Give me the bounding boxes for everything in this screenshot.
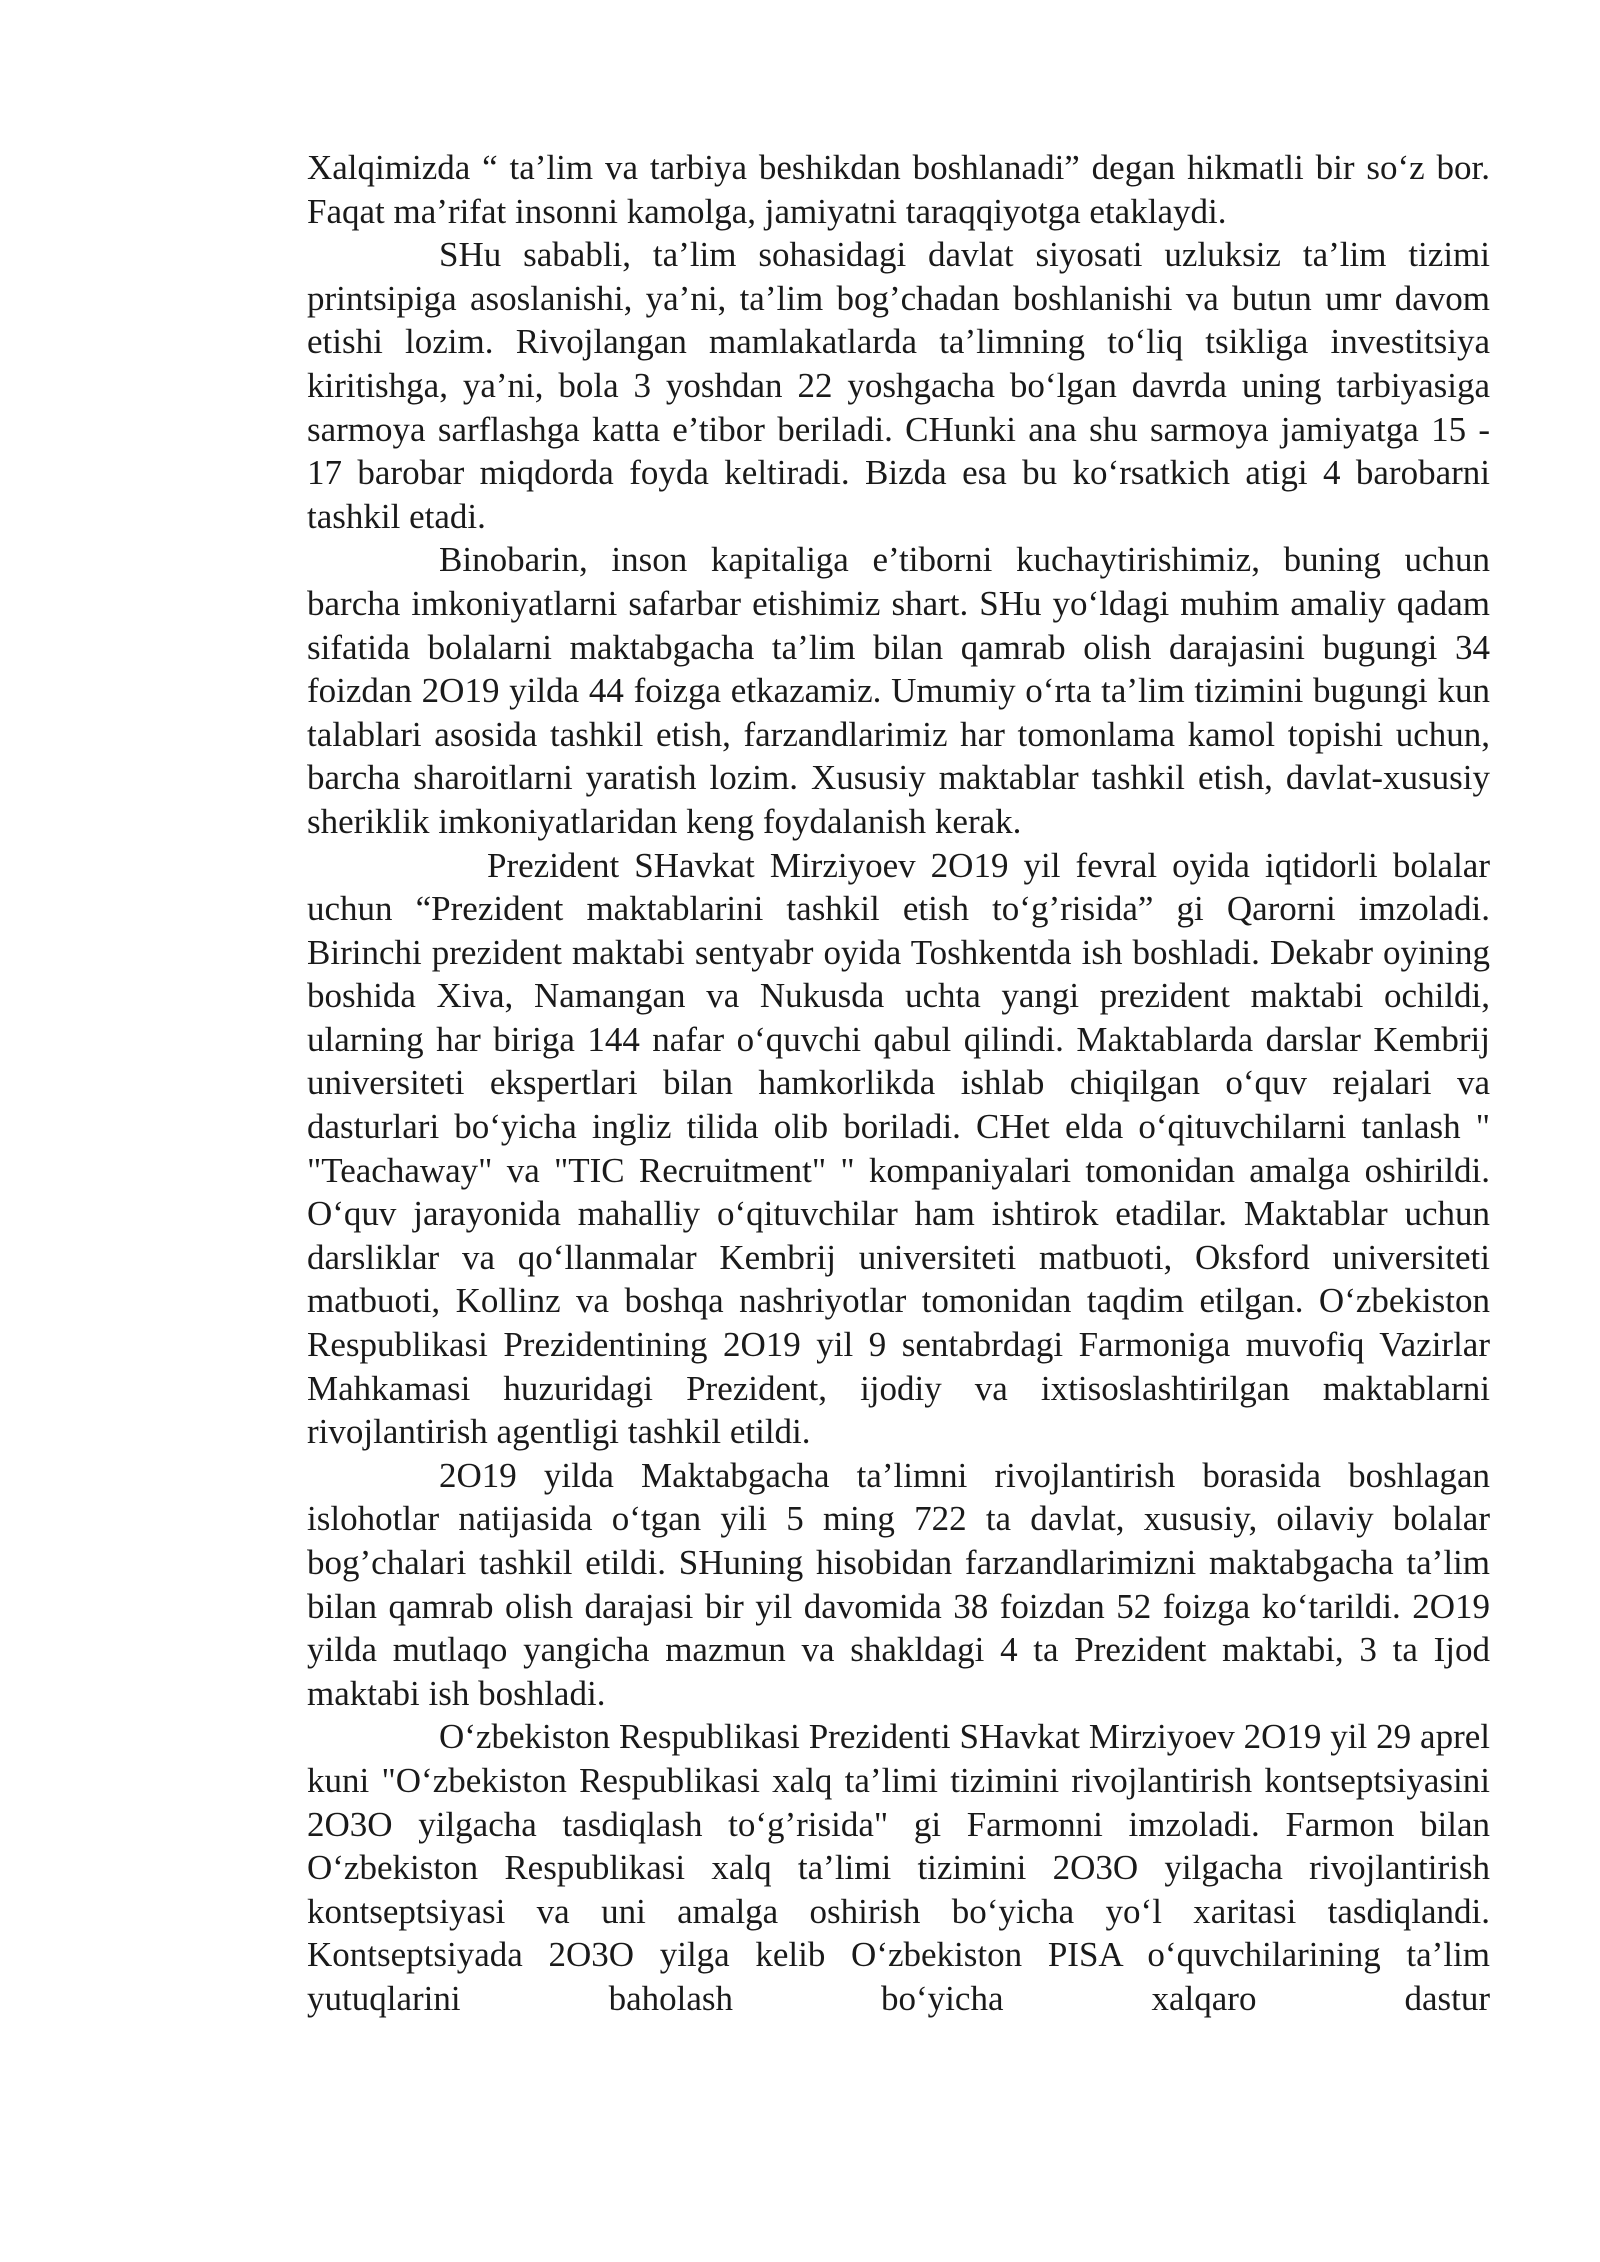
paragraph-6: O‘zbekiston Respublikasi Prezidenti SHavkat Mirziyoev 2O19 yil 29 aprel kuni "O‘zbekiston Respublikasi xalq ta’limi tizimini rivojlantirish kontseptsiyasini 2O3O yilgacha tasdiqlash to‘g’risida" gi Farmonni imzoladi. Farmon bilan O‘zbekiston Respublikasi xalq ta’limi tizimini 2O3O yilgacha rivojlantirish kontseptsiyasi va uni amalga oshirish bo‘yicha yo‘l xaritasi tasdiqlandi. Kontseptsiyada 2O3O yilga kelib O‘zbekiston PISA o‘quvchilarining ta’lim yutuqlarini baholash bo‘yicha xalqaro dastur — [307, 1717, 1490, 2018]
paragraph-5: 2O19 yilda Maktabgacha ta’limni rivojlantirish borasida boshlagan islohotlar natijasida o‘tgan yili 5 ming 722 ta davlat, xususiy, oilaviy bolalar bog’chalari tashkil etildi. SHuning hisobidan farzandlarimizni maktabgacha ta’lim bilan qamrab olish darajasi bir yil davomida 38 foizdan 52 foizga ko‘tarildi. 2O19 yilda mutlaqo yangicha mazmun va shakldagi 4 ta Prezident maktabi, 3 ta Ijod maktabi ish boshladi. — [307, 1455, 1490, 1713]
paragraph-3: Binobarin, inson kapitaliga e’tiborni kuchaytirishimiz, buning uchun barcha imkoniyatlarni safarbar etishimiz shart. SHu yo‘ldagi muhim amaliy qadam sifatida bolalarni maktabgacha ta’lim bilan qamrab olish darajasini bugungi 34 foizdan 2O19 yilda 44 foizga etkazamiz. Umumiy o‘rta ta’lim tizimini bugungi kun talablari asosida tashkil etish, farzandlarimiz har tomonlama kamol topishi uchun, barcha sharoitlarni yaratish lozim. Xususiy maktablar tashkil etish, davlat-xususiy sheriklik imkoniyatlaridan keng foydalanish kerak. — [307, 540, 1490, 841]
paragraph-4: Prezident SHavkat Mirziyoev 2O19 yil fevral oyida iqtidorli bolalar uchun “Prezident maktablarini tashkil etish to‘g’risida” gi Qarorni imzoladi. Birinchi prezident maktabi sentyabr oyida Toshkentda ish boshladi. Dekabr oyining boshida Xiva, Namangan va Nukusda uchta yangi prezident maktabi ochildi, ularning har biriga 144 nafar o‘quvchi qabul qilindi. Maktablarda darslar Kembrij universiteti ekspertlari bilan hamkorlikda ishlab chiqilgan o‘quv rejalari va dasturlari bo‘yicha ingliz tilida olib boriladi. CHet elda o‘qituvchilarni tanlash " "Teachaway" va "TIC Recruitment" " kompaniyalari tomonidan amalga oshirildi. O‘quv jarayonida mahalliy o‘qituvchilar ham ishtirok etadilar. Maktablar uchun darsliklar va qo‘llanmalar Kembrij universiteti matbuoti, Oksford universiteti matbuoti, Kollinz va boshqa nashriyotlar tomonidan taqdim etilgan. O‘zbekiston Respublikasi Prezidentining 2O19 yil 9 sentabrdagi Farmoniga muvofiq Vazirlar Mahkamasi huzuridagi Prezident, ijodiy va ixtisoslashtirilgan maktablarni rivojlantirish agentligi tashkil etildi. — [307, 845, 1490, 1452]
document-page — [307, 146, 1490, 2021]
paragraph-2: SHu sababli, ta’lim sohasidagi davlat siyosati uzluksiz ta’lim tizimi printsipiga asoslanishi, ya’ni, ta’lim bog’chadan boshlanishi va butun umr davom etishi lozim. Rivojlangan mamlakatlarda ta’limning to‘liq tsikliga investitsiya kiritishga, ya’ni, bola 3 yoshdan 22 yoshgacha bo‘lgan davrda uning tarbiyasiga sarmoya sarflashga katta e’tibor beriladi. CHunki ana shu sarmoya jamiyatga 15 - 17 barobar miqdorda foyda keltiradi. Bizda esa bu ko‘rsatkich atigi 4 barobarni tashkil etadi. — [307, 235, 1490, 536]
paragraph-1: Xalqimizda “ ta’lim va tarbiya beshikdan boshlanadi” degan hikmatli bir so‘z bor. Faqat ma’rifat insonni kamolga, jamiyatni taraqqiyotga etaklaydi. — [307, 148, 1490, 231]
